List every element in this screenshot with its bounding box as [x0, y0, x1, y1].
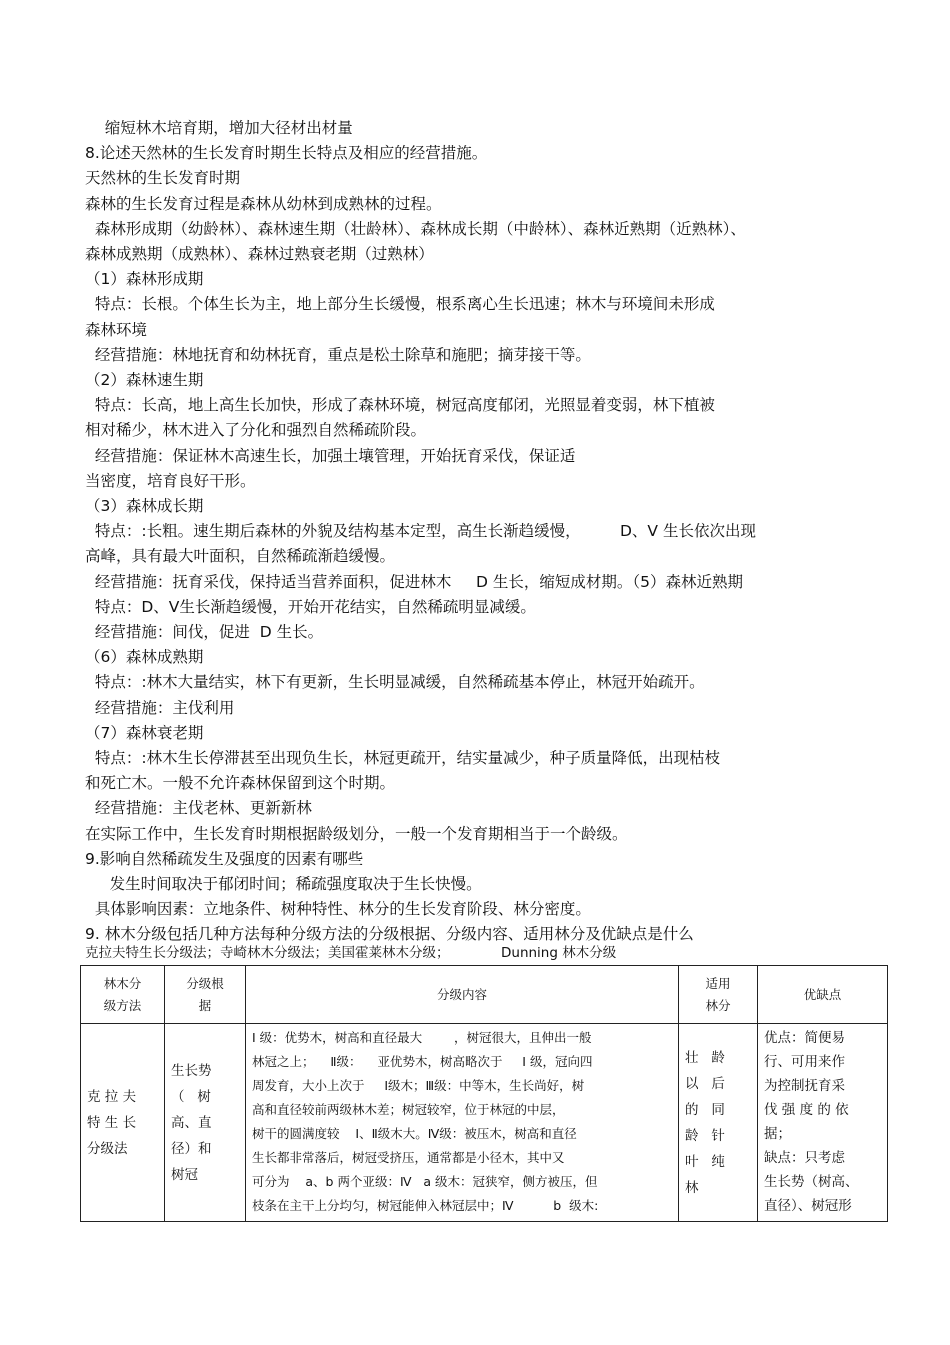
text-line: 森林环境	[85, 320, 148, 339]
cell-proscons: 优点：简便易 行、可用来作 为控制抚育采 伐 强 度 的 依 据； 缺点：只考虑 生长势（树高、 直径）、树冠形	[758, 1024, 888, 1222]
text-line: 9.影响自然稀疏发生及强度的因素有哪些	[85, 849, 364, 868]
text-line: 特点：长根。个体生长为主，地上部分生长缓慢，根系离心生长迅速；林木与环境间未形成	[85, 295, 715, 314]
cell-stand: 壮 龄 以 后 的 同 龄 针 叶 纯 林	[679, 1024, 758, 1222]
text-line: （1）森林形成期	[85, 270, 204, 289]
methods-line: 克拉夫特生长分级法；寺崎林木分级法；美国霍莱林木分级； Dunning 林木分级	[85, 945, 617, 961]
text-line: 经营措施：间伐，促进 D 生长。	[85, 623, 324, 641]
text-line: 特点：D、V生长渐趋缓慢，开始开花结实，自然稀疏明显减缓。	[85, 597, 536, 616]
text-line: 当密度，培育良好干形。	[85, 471, 256, 490]
text-line: 9. 林木分级包括几种方法每种分级方法的分级根据、分级内容、适用林分及优缺点是什么	[85, 925, 694, 944]
text-line: 在实际工作中，生长发育时期根据龄级划分，一般一个发育期相当于一个龄级。	[85, 824, 628, 843]
text-line: 和死亡木。一般不允许森林保留到这个时期。	[85, 774, 396, 793]
text-line: 相对稀少，林木进入了分化和强烈自然稀疏阶段。	[85, 421, 427, 440]
text-line: 缩短林木培育期，增加大径材出材量	[85, 119, 353, 137]
text-line: 特点：:长粗。速生期后森林的外貌及结构基本定型，高生长渐趋缓慢， D、V 生长依次出现	[85, 522, 756, 541]
text-line: 经营措施：抚育采伐，保持适当营养面积，促进林木 D 生长，缩短成材期。（5）森林近熟期	[85, 572, 743, 591]
text-line: 具体影响因素：立地条件、树种特性、林分的生长发育阶段、林分密度。	[85, 900, 591, 919]
text-line: 森林形成期（幼龄林）、森林速生期（壮龄林）、森林成长期（中龄林）、森林近熟期（近熟林）、	[85, 219, 746, 238]
text-line: 经营措施：林地抚育和幼林抚育，重点是松土除草和施肥；摘芽接干等。	[85, 345, 591, 364]
header-method: 林木分 级方法	[81, 966, 165, 1024]
text-line: 经营措施：保证林木高速生长，加强土壤管理，开始抚育采伐，保证适	[85, 446, 576, 465]
cell-basis: 生长势 （ 树 高、直 径）和 树冠	[165, 1024, 246, 1222]
text-line: 8.论述天然林的生长发育时期生长特点及相应的经营措施。	[85, 144, 488, 163]
text-line: 森林的生长发育过程是森林从幼林到成熟林的过程。	[85, 194, 442, 213]
header-basis: 分级根 据	[165, 966, 246, 1024]
text-line: 高峰，具有最大叶面积，自然稀疏渐趋缓慢。	[85, 547, 396, 566]
text-line: （2）森林速生期	[85, 371, 204, 389]
cell-method: 克 拉 夫 特 生 长 分级法	[81, 1024, 165, 1222]
header-proscons: 优缺点	[758, 966, 888, 1024]
text-line: 特点：:林木大量结实，林下有更新，生长明显减缓，自然稀疏基本停止，林冠开始疏开。	[85, 673, 705, 692]
text-line: 经营措施：主伐老林、更新新林	[85, 799, 312, 818]
header-content: 分级内容	[246, 966, 679, 1024]
text-line: 特点：长高，地上高生长加快，形成了森林环境，树冠高度郁闭，光照显着变弱，林下植被	[85, 396, 715, 415]
tree-classification-table	[80, 965, 888, 1222]
text-line: 经营措施：主伐利用	[85, 698, 235, 717]
text-line: （3）森林成长期	[85, 497, 204, 515]
text-line: 森林成熟期（成熟林）、森林过熟衰老期（过熟林）	[85, 245, 434, 263]
cell-content: Ⅰ 级：优势木，树高和直径最大 ，树冠很大，且伸出一般 林冠之上； Ⅱ级： 亚优势木，树高略次于 Ⅰ 级，冠向四 周发育，大小上次于 Ⅰ级木；Ⅲ级：中等木，生长尚好，树 高和直径较前两级林木差；树冠较窄，位于林冠的中层， 树干的圆满度较 Ⅰ、Ⅱ级木大。Ⅳ级：被压木，树高和直径 生长都非常落后，树冠受挤压，通常都是小径木，其中又 可分为 a、b 两个亚级：Ⅳ a 级木：冠狭窄，侧方被压，但 枝条在主干上分均匀，树冠能伸入林冠层中；Ⅳ b 级木:	[246, 1024, 679, 1222]
text-line: 天然林的生长发育时期	[85, 169, 241, 188]
text-line: 发生时间取决于郁闭时间；稀疏强度取决于生长快慢。	[85, 875, 482, 893]
text-line: （7）森林衰老期	[85, 723, 204, 742]
header-stand: 适用 林分	[679, 966, 758, 1024]
text-line: 特点：:林木生长停滞甚至出现负生长，林冠更疏开，结实量减少，种子质量降低，出现枯枝	[85, 749, 721, 767]
text-line: （6）森林成熟期	[85, 648, 204, 667]
